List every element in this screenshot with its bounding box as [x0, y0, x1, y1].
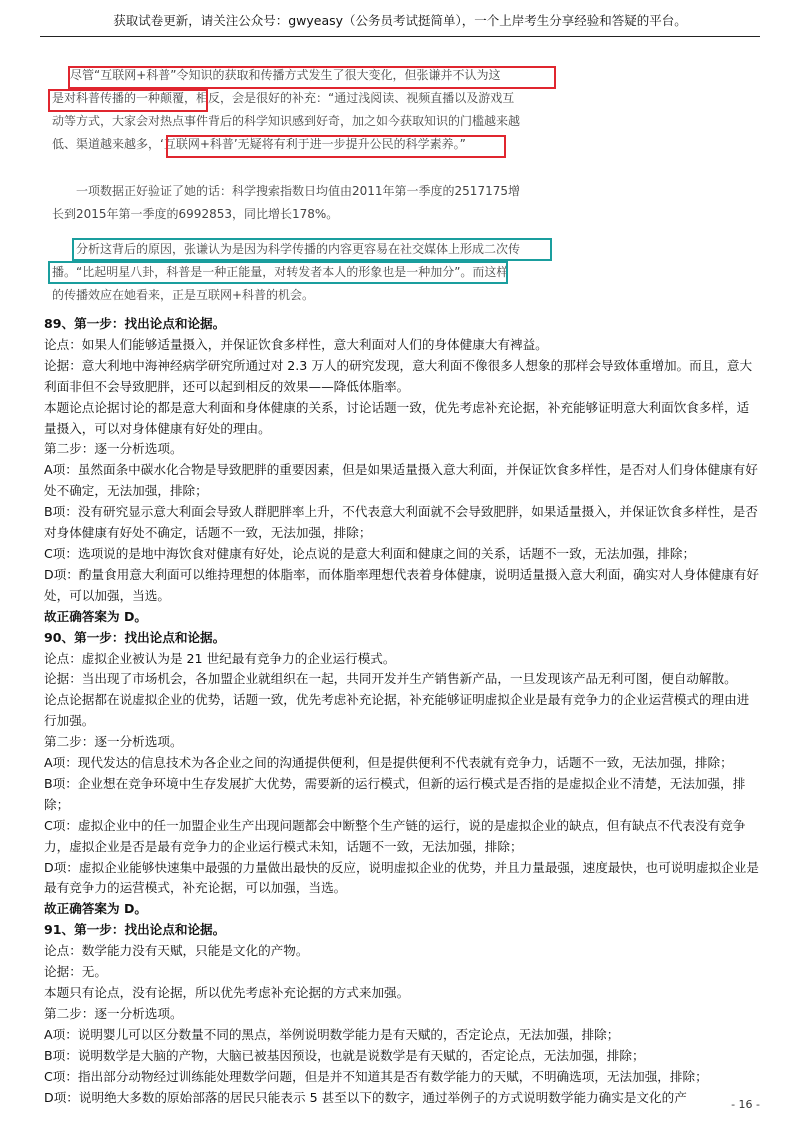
excerpt-line: 是对科普传播的一种颠覆，相反，会是很好的补充：“通过浅阅读、视频直播以及游戏互: [52, 91, 515, 105]
q89-line: A项：虽然面条中碳水化合物是导致肥胖的重要因素，但是如果适量摄入意大利面，并保证饮食多样性，是否对人们身体健康有好处不确定，无法加强，排除；: [44, 462, 758, 499]
highlight-box-red: [166, 135, 506, 158]
excerpt-line: 一项数据正好验证了她的话：科学搜索指数日均值由2011年第一季度的2517175增: [76, 184, 520, 198]
answer-explanations: [44, 314, 760, 1108]
q90-line: D项：虚拟企业能够快速集中最强的力量做出最快的反应，说明虚拟企业的优势，并且力量最强，速度最快，也可说明虚拟企业是最有竞争力的运营模式，补充论据，可以加强，当选。: [44, 859, 759, 896]
q91-line: B项：说明数学是大脑的产物，大脑已被基因预设，也就是说数学是有天赋的，否定论点，无法加强，排除；: [44, 1047, 645, 1063]
q91-line: A项：说明婴儿可以区分数量不同的黑点，举例说明数学能力是有天赋的，否定论点，无法加强，排除；: [44, 1026, 620, 1042]
highlight-box-red: [48, 89, 208, 112]
q89-line: 第二步：逐一分析选项。: [44, 441, 183, 457]
q89-line: B项：没有研究显示意大利面会导致人群肥胖率上升，不代表意大利面就不会导致肥胖，如果适量摄入，并保证饮食多样性，是否对身体健康有好处不确定，话题不一致，无法加强，排除；: [44, 504, 758, 541]
excerpt-paragraph-2: [52, 180, 560, 226]
q91-line: C项：指出部分动物经过训练能处理数学问题，但是并不知道其是否有数学能力的天赋，不明确选项，无法加强，排除；: [44, 1068, 708, 1084]
q91-line: 本题只有论点，没有论据，所以优先考虑补充论据的方式来加强。: [44, 985, 410, 1000]
q90-line: A项：现代发达的信息技术为各企业之间的沟通提供便利，但是提供便利不代表就有竞争力，话题不一致，无法加强，排除；: [44, 755, 733, 771]
q90-line: 论点论据都在说虚拟企业的优势，话题一致，优先考虑补充论据，补充能够证明虚拟企业是最有竞争力的企业运营模式的理由进行加强。: [44, 692, 750, 729]
question-89-title: 89、第一步：找出论点和论据。: [44, 316, 226, 331]
q89-line: C项：选项说的是地中海饮食对健康有好处，论点说的是意大利面和健康之间的关系，话题不一致，无法加强，排除；: [44, 545, 696, 561]
q90-line: 第二步：逐一分析选项。: [44, 734, 183, 750]
q91-line: D项：说明绝大多数的原始部落的居民只能表示 5 甚至以下的数字，通过举例子的方式说明数学能力确实是文化的产: [44, 1089, 687, 1105]
question-90-title: 90、第一步：找出论点和论据。: [44, 629, 226, 645]
excerpt-line: 动等方式，大家会对热点事件背后的科学知识感到好奇，加之如今获取知识的门槛越来越: [52, 114, 521, 128]
q90-line: 论据：当出现了市场机会，各加盟企业就组织在一起，共同开发并生产销售新产品，一旦发现该产品无利可图，便自动解散。: [44, 671, 737, 687]
excerpt-line: 播。“比起明星八卦，科普是一种正能量，对转发者本人的形象也是一种加分”。而这样: [52, 265, 509, 279]
highlight-box-red: [68, 66, 556, 89]
highlight-box-teal: [48, 261, 508, 284]
excerpt-line: 的传播效应在她看来，正是互联网+科普的机会。: [52, 288, 315, 302]
q90-line: C项：虚拟企业中的任一加盟企业生产出现问题都会中断整个生产链的运行，说的是虚拟企业的缺点，但有缺点不代表没有竞争力，虚拟企业是否是最有竞争力的企业运行模式未知，话题不一致，无法加强，排除；: [44, 817, 746, 854]
q91-line: 论据：无。: [44, 964, 107, 980]
excerpt-line: 分析这背后的原因，张谦认为是因为科学传播的内容更容易在社交媒体上形成二次传: [76, 242, 521, 256]
question-91-title: 91、第一步：找出论点和论据。: [44, 922, 226, 938]
excerpt-line: 尽管“互联网+科普”令知识的获取和传播方式发生了很大变化，但张谦并不认为这: [70, 68, 501, 82]
excerpt-line: 长到2015年第一季度的6992853，同比增长178%。: [52, 207, 339, 221]
q90-line: 论点：虚拟企业被认为是 21 世纪最有竞争力的企业运行模式。: [44, 650, 396, 666]
q90-answer: 故正确答案为 D。: [44, 901, 147, 917]
q89-line: 本题论点论据讨论的都是意大利面和身体健康的关系，讨论话题一致，优先考虑补充论据，补充能够证明意大利面饮食多样，适量摄入，可以对身体健康有好处的理由。: [44, 399, 750, 436]
highlight-box-teal: [72, 238, 552, 261]
q90-line: B项：企业想在竞争环境中生存发展扩大优势，需要新的运行模式，但新的运行模式是否指的是虚拟企业不清楚，无法加强，排除；: [44, 775, 746, 812]
q89-line: 论点：如果人们能够适量摄入，并保证饮食多样性，意大利面对人们的身体健康大有裨益。: [44, 336, 548, 352]
q89-line: 论据：意大利地中海神经病学研究所通过对 2.3 万人的研究发现，意大利面不像很多人想象的那样会导致体重增加。而且，意大利面非但不会导致肥胖，还可以起到相反的效果——降低体脂率。: [44, 357, 753, 394]
page-header: 获取试卷更新，请关注公众号：gwyeasy（公务员考试挺简单），一个上岸考生分享经验和答疑的平台。: [40, 10, 760, 37]
q91-line: 第二步：逐一分析选项。: [44, 1005, 183, 1021]
q89-answer: 故正确答案为 D。: [44, 608, 147, 624]
page-number: - 16 -: [731, 1098, 760, 1111]
q89-line: D项：酌量食用意大利面可以维持理想的体脂率，而体脂率理想代表着身体健康，说明适量摄入意大利面，确实对人身体健康有好处，可以加强，当选。: [44, 566, 759, 603]
q91-line: 论点：数学能力没有天赋，只能是文化的产物。: [44, 943, 309, 959]
excerpt-line: 低、渠道越来越多，‘互联网+科普’无疑将有利于进一步提升公民的科学素养。”: [52, 137, 466, 151]
